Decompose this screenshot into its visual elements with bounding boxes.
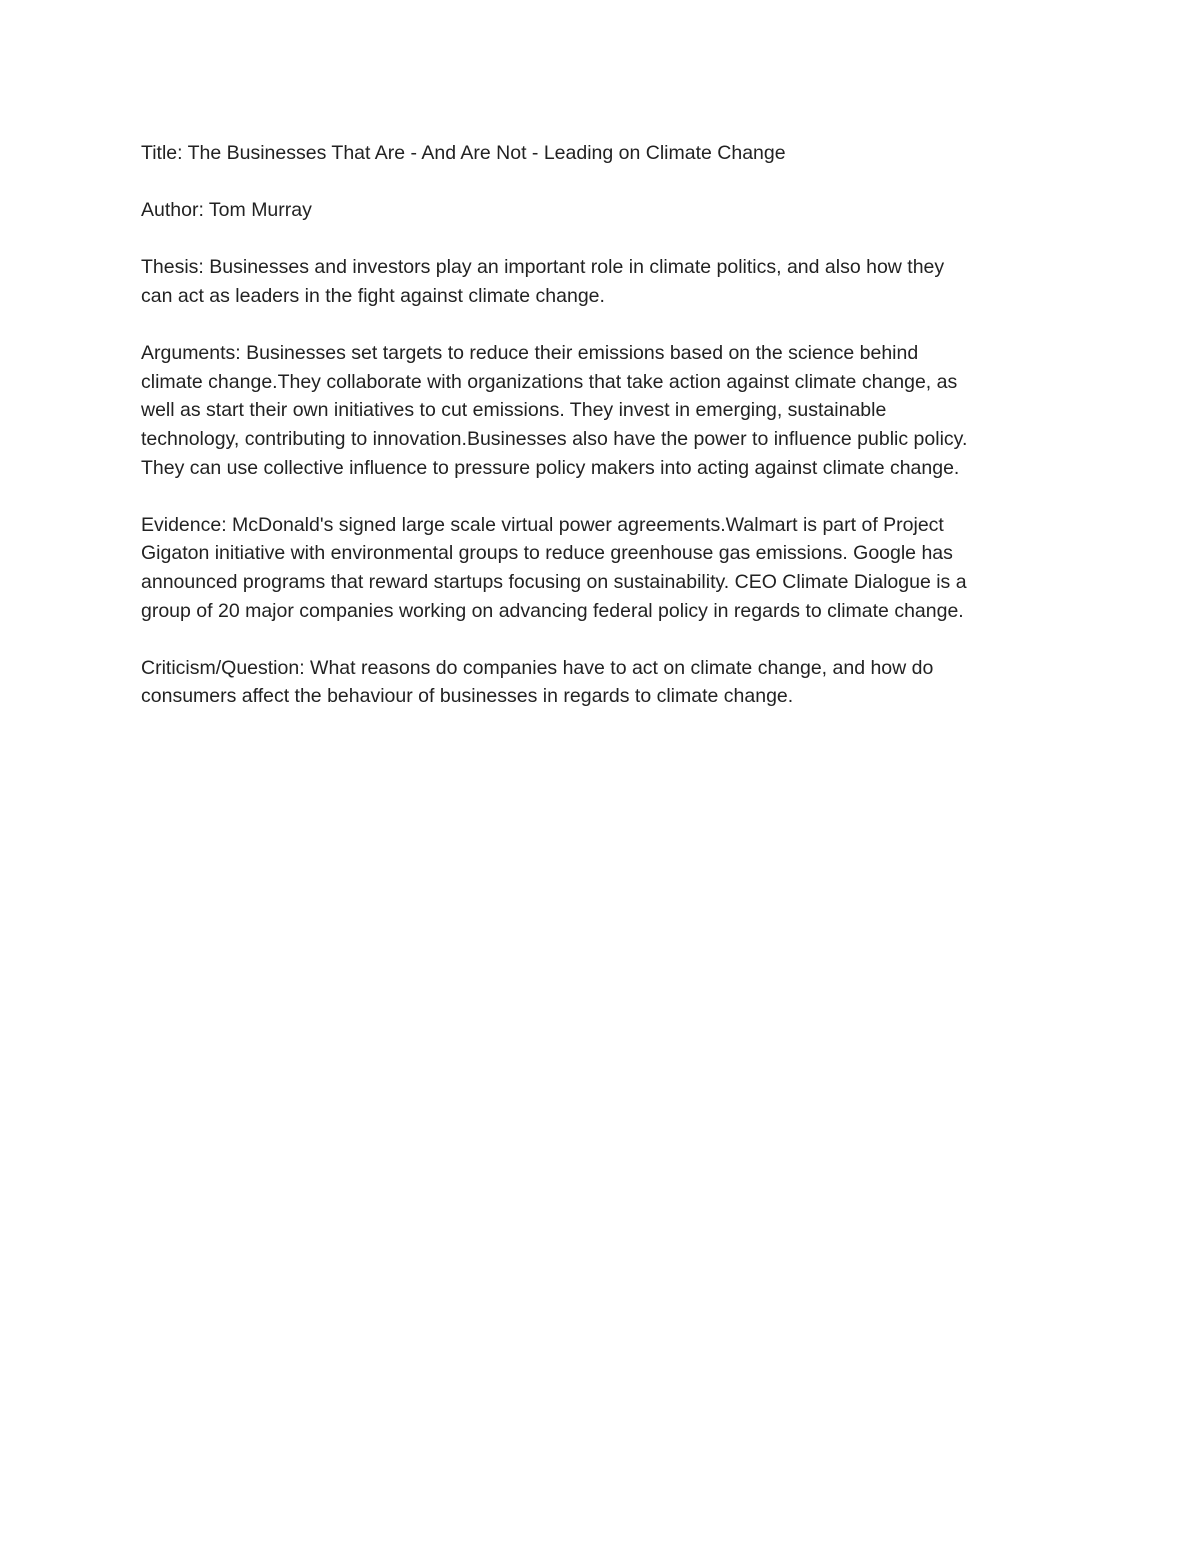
arguments-paragraph: Arguments: Businesses set targets to reduce their emissions based on the science behind climate change.They collaborate with organizations that take action against climate change, as well as start their own initiatives to cut emissions. They invest in emerging, sustainable technology, contributing to innovation.Businesses also have the power to influence public policy. They can use collective influence to pressure policy makers into acting against climate change. — [141, 342, 968, 479]
criticism-question-paragraph: Criticism/Question: What reasons do companies have to act on climate change, and how do consumers affect the behaviour of businesses in regards to climate change. — [141, 656, 934, 708]
evidence-paragraph: Evidence: McDonald's signed large scale virtual power agreements.Walmart is part of Project Gigaton initiative with environmental groups to reduce greenhouse gas emissions. Google has announced programs that reward startups focusing on sustainability. CEO Climate Dialogue is a group of 20 major companies working on advancing federal policy in regards to climate change. — [141, 513, 967, 622]
document-body — [141, 139, 1081, 739]
title-line: Title: The Businesses That Are - And Are Not - Leading on Climate Change — [141, 142, 786, 164]
author-line: Author: Tom Murray — [141, 199, 312, 222]
thesis-paragraph: Thesis: Businesses and investors play an important role in climate politics, and also how they can act as leaders in the fight against climate change. — [141, 256, 945, 307]
